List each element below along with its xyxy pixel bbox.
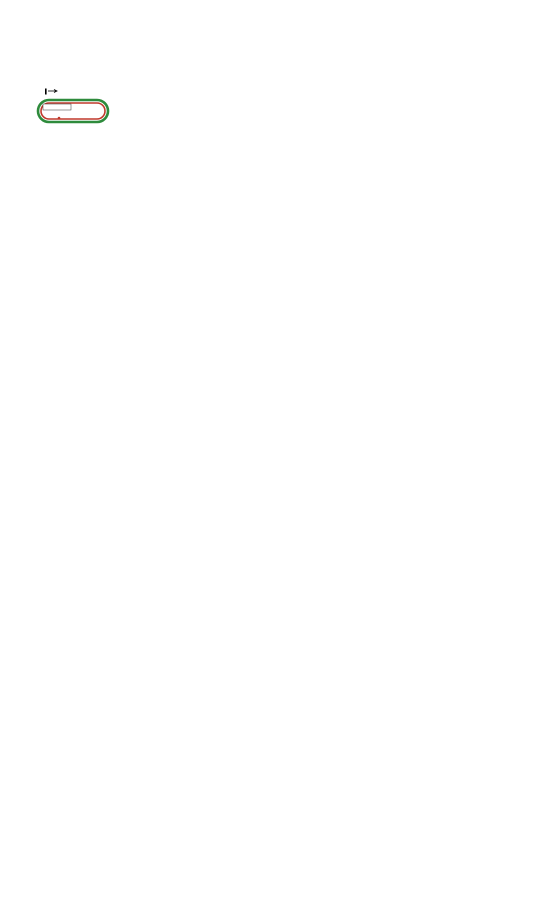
track-diagram [34, 88, 112, 128]
